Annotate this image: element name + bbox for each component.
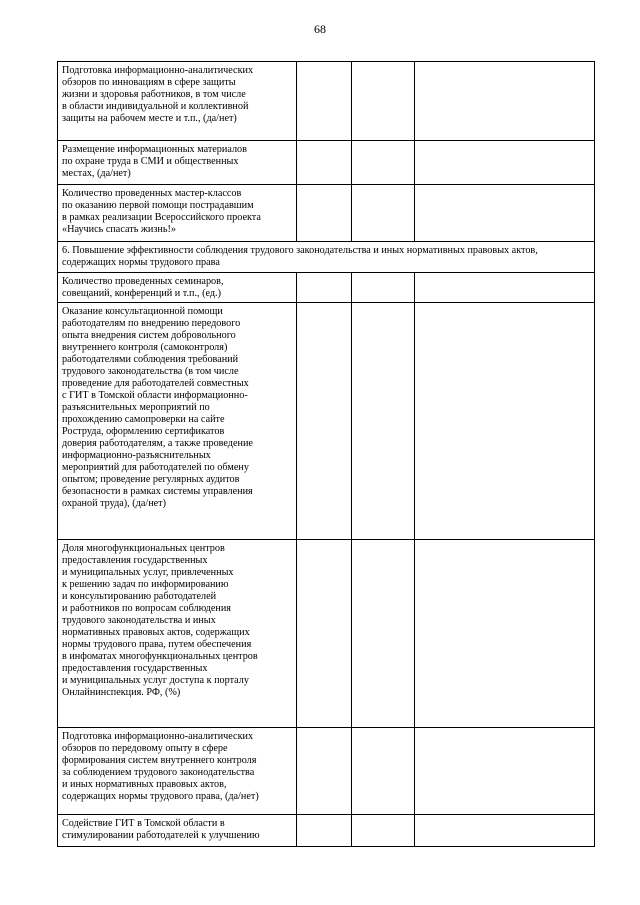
indicator-label: Доля многофункциональных центров предоставления государственных и муниципальных услуг, привлеченных к решению задач по информированию и консультированию работодателей и работников по вопросам соблюдения трудового законодательства и иных нормативных правовых актов, содержащих нормы трудового права, путем обеспечения в инфоматах многофункциональных центров предоставления государственных и муниципальных услуг доступа к порталу Онлайнинспекция. РФ, (%) (58, 540, 297, 728)
value-cell-3 (415, 141, 595, 185)
page-number: 68 (314, 22, 326, 36)
value-cell-3 (415, 815, 595, 847)
indicators-table (57, 61, 595, 847)
value-cell-2 (352, 185, 415, 242)
table-row (58, 815, 595, 847)
value-cell-3 (415, 540, 595, 728)
value-cell-2 (352, 273, 415, 303)
indicator-label: Содействие ГИТ в Томской области в стимулировании работодателей к улучшению (58, 815, 297, 847)
table-row (58, 540, 595, 728)
value-cell-2 (352, 62, 415, 141)
value-cell-2 (352, 540, 415, 728)
value-cell-2 (352, 141, 415, 185)
value-cell-1 (297, 815, 352, 847)
indicator-label: Размещение информационных материалов по охране труда в СМИ и общественных местах, (да/нет) (58, 141, 297, 185)
value-cell-1 (297, 62, 352, 141)
indicator-label: Количество проведенных семинаров, совещаний, конференций и т.п., (ед.) (58, 273, 297, 303)
value-cell-3 (415, 728, 595, 815)
table-row (58, 303, 595, 540)
indicator-label: Количество проведенных мастер-классов по оказанию первой помощи пострадавшим в рамках реализации Всероссийского проекта «Научись спасать жизнь!» (58, 185, 297, 242)
value-cell-2 (352, 815, 415, 847)
table-row (58, 273, 595, 303)
value-cell-2 (352, 303, 415, 540)
indicator-label: Оказание консультационной помощи работодателям по внедрению передового опыта внедрения систем добровольного внутреннего контроля (самоконтроля) работодателями соблюдения требований трудового законодательства (в том числе проведение для работодателей совместных с ГИТ в Томской области информационно- разъяснительных мероприятий по прохождению самопроверки на сайте Роструда, оформлению сертификатов доверия работодателям, а также проведение информационно-разъяснительных мероприятий для работодателей по обмену опытом; проведение регулярных аудитов безопасности в рамках системы управления охраной труда), (да/нет) (58, 303, 297, 540)
value-cell-1 (297, 728, 352, 815)
value-cell-1 (297, 141, 352, 185)
table-row (58, 62, 595, 141)
table-row (58, 141, 595, 185)
table-row (58, 185, 595, 242)
value-cell-3 (415, 303, 595, 540)
section-row (58, 242, 595, 273)
value-cell-1 (297, 540, 352, 728)
value-cell-1 (297, 303, 352, 540)
table-row (58, 728, 595, 815)
value-cell-2 (352, 728, 415, 815)
value-cell-3 (415, 273, 595, 303)
value-cell-3 (415, 62, 595, 141)
indicator-label: Подготовка информационно-аналитических обзоров по передовому опыту в сфере формирования систем внутреннего контроля за соблюдением трудового законодательства и иных нормативных правовых актов, содержащих нормы трудового права, (да/нет) (58, 728, 297, 815)
value-cell-1 (297, 273, 352, 303)
value-cell-1 (297, 185, 352, 242)
indicator-label: Подготовка информационно-аналитических обзоров по инновациям в сфере защиты жизни и здоровья работников, в том числе в области индивидуальной и коллективной защиты на рабочем месте и т.п., (да/нет) (58, 62, 297, 141)
value-cell-3 (415, 185, 595, 242)
section-title: 6. Повышение эффективности соблюдения трудового законодательства и иных нормативных правовых актов, содержащих нормы трудового права (58, 242, 595, 273)
